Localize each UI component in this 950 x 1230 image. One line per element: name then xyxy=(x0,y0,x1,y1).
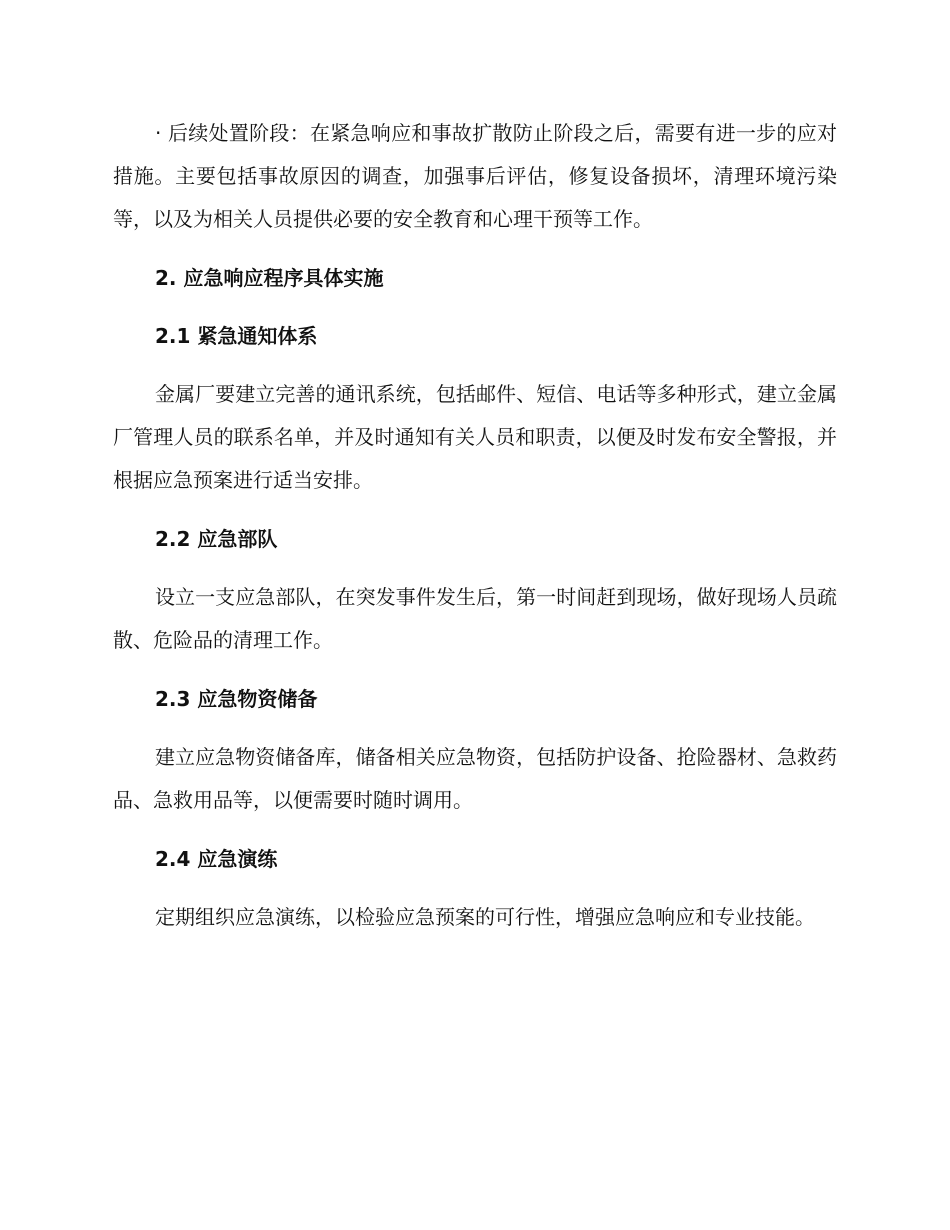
notification-paragraph: 金属厂要建立完善的通讯系统，包括邮件、短信、电话等多种形式，建立金属厂管理人员的联系名单，并及时通知有关人员和职责，以便及时发布安全警报，并根据应急预案进行适当安排。 xyxy=(113,382,837,492)
followup-stage-paragraph: · 后续处置阶段：在紧急响应和事故扩散防止阶段之后，需要有进一步的应对措施。主要包括事故原因的调查，加强事后评估，修复设备损坏，清理环境污染等，以及为相关人员提供必要的安全教育和心理干预等工作。 xyxy=(113,121,837,231)
subsection-heading-drill: 2.4 应急演练 xyxy=(155,847,278,871)
drill-paragraph: 定期组织应急演练，以检验应急预案的可行性，增强应急响应和专业技能。 xyxy=(155,905,815,929)
subsection-heading-team: 2.2 应急部队 xyxy=(155,527,278,551)
section-heading: 2. 应急响应程序具体实施 xyxy=(155,266,384,290)
subsection-heading-supplies: 2.3 应急物资储备 xyxy=(155,687,318,711)
subsection-heading-notification: 2.1 紧急通知体系 xyxy=(155,324,318,348)
document-body xyxy=(113,112,837,939)
supplies-paragraph: 建立应急物资储备库，储备相关应急物资，包括防护设备、抢险器材、急救药品、急救用品等，以便需要时随时调用。 xyxy=(113,745,837,812)
team-paragraph: 设立一支应急部队，在突发事件发生后，第一时间赶到现场，做好现场人员疏散、危险品的清理工作。 xyxy=(113,585,837,652)
